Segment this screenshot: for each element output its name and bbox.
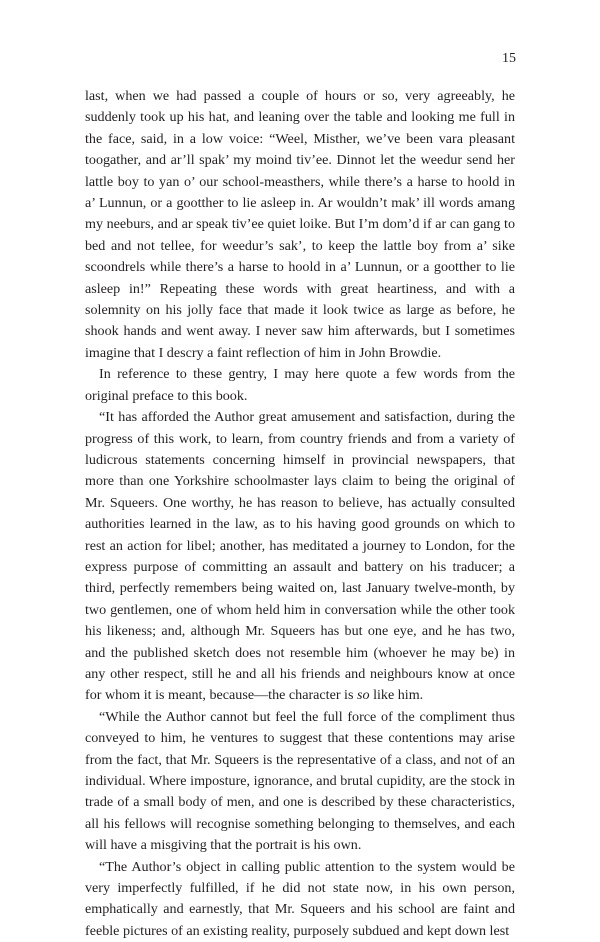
paragraph-continued: last, when we had passed a couple of hours or so, very agreeably, he suddenly took up his hat, and leaning over the table and looking me full in the face, said, in a low voice: “Weel, Misther, we’ve been vara pleasant toogather, and ar’ll spak’ my moind tiv’ee. Dinnot let the weedur send her lattle boy to yan o’ our school-measthers, while there’s a harse to hoold in a’ Lunnun, or a gootther to lie asleep in. Ar wouldn’t mak’ ill words amang my neeburs, and ar speak tiv’ee quiet loike. But I’m dom’d if ar can gang to bed and not tellee, for weedur’s sak’, to keep the lattle boy from a’ sike scoondrels while there’s a harse to hoold in a’ Lunnun, or a gootther to lie asleep in!” Repeating these words with great heartiness, and with a solemnity on his jolly face that made it look twice as large as before, he shook hands and went away. I never saw him afterwards, but I sometimes imagine that I descry a faint reflection of him in John Browdie.: [85, 88, 515, 361]
paragraph: “While the Author cannot but feel the full force of the compliment thus conveyed to him, he ventures to suggest that these contentions may arise from the fact, that Mr. Squeers is the representative of a class, and not of an individual. Where imposture, ignorance, and brutal cupidity, are the stock in trade of a small body of men, and one is described by these characteristics, all his fellows will recognise something belonging to themselves, and each will have a misgiving that the portrait is his own.: [85, 708, 515, 854]
page-number: 15: [502, 51, 516, 66]
paragraph: In reference to these gentry, I may here quote a few words from the original preface to this book.: [85, 366, 515, 404]
body-text: [85, 86, 515, 942]
paragraph: “The Author’s object in calling public attention to the system would be very imperfectly fulfilled, if he did not state now, in his own person, emphatically and earnestly, that Mr. Squeers and his school are faint and feeble pictures of an existing reality, purposely subdued and kept down lest: [85, 858, 515, 939]
paragraph-text: like him.: [369, 687, 424, 704]
paragraph-text: “It has afforded the Author great amusement and satisfaction, during the progress of this work, to learn, from country friends and from a variety of ludicrous statements concerning himself in provincial newspapers, that more than one Yorkshire schoolmaster lays claim to being the original of Mr. Squeers. One worthy, he has reason to believe, has actually consulted authorities learned in the law, as to his having good grounds on which to rest an action for libel; another, has meditated a journey to London, for the express purpose of committing an assault and battery on his traducer; a third, perfectly remembers being waited on, last January twelve-month, by two gentlemen, one of whom held him in conversation while the other took his likeness; and, although Mr. Squeers has but one eye, and he has two, and the published sketch does not resemble him (whoever he may be) in any other respect, still he and all his friends and neighbours know at once for whom it is meant, because—the character is: [85, 409, 515, 704]
paragraph-preface-quote: [85, 407, 515, 707]
italic-emphasis: so: [357, 687, 370, 704]
